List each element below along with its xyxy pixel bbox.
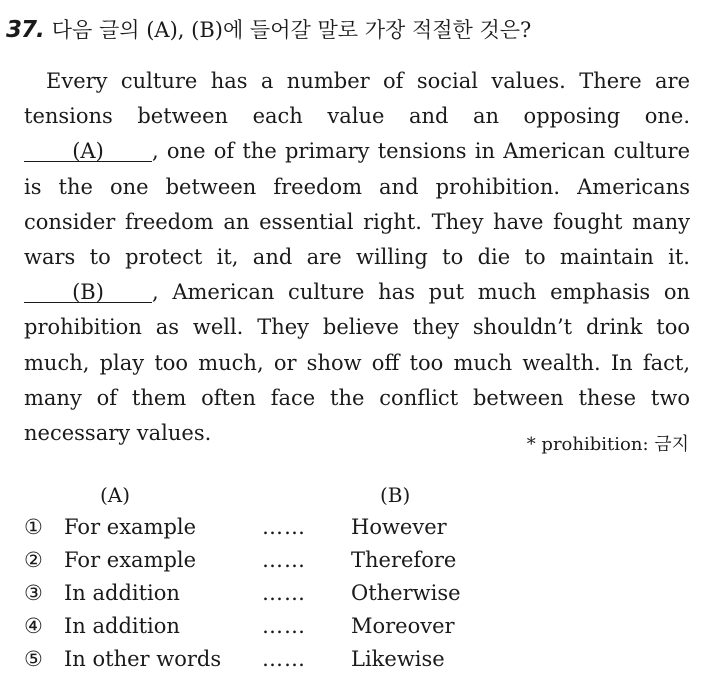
option-separator: …… <box>262 515 306 539</box>
passage-segment-3: , American culture has put much emphasis on prohibition as well. They believe they shouldn’t drink too much, play too much, or show off too much wealth. In fact, many of them often face the conflict between these two necessary values. <box>24 280 690 446</box>
option-mark: ① <box>24 515 43 539</box>
option-separator: …… <box>262 647 306 671</box>
question-heading <box>6 14 531 44</box>
question-text: 다음 글의 (A), (B)에 들어갈 말로 가장 적절한 것은? <box>51 18 532 42</box>
option-separator: …… <box>262 548 306 572</box>
option-separator: …… <box>262 614 306 638</box>
option-a-text: For example <box>64 548 197 572</box>
option-mark: ③ <box>24 581 43 605</box>
option-mark: ② <box>24 548 43 572</box>
option-b-text: Otherwise <box>351 581 461 605</box>
question-number: 37. <box>6 17 44 43</box>
options-header-b: (B) <box>380 483 411 507</box>
option-b-text: Moreover <box>351 614 455 638</box>
blank-b: (B) <box>24 282 152 303</box>
footnote: * prohibition: 금지 <box>526 434 689 455</box>
option-mark: ⑤ <box>24 647 43 671</box>
option-3[interactable] <box>0 581 711 614</box>
option-mark: ④ <box>24 614 43 638</box>
blank-a: (A) <box>24 141 152 162</box>
option-b-text: Therefore <box>351 548 457 572</box>
option-b-text: Likewise <box>351 647 445 671</box>
passage-segment-1: Every culture has a number of social values. There are tensions between each value and an opposing one. <box>24 69 690 129</box>
option-a-text: For example <box>64 515 197 539</box>
option-separator: …… <box>262 581 306 605</box>
option-5[interactable] <box>0 647 711 680</box>
passage <box>24 64 690 451</box>
option-a-text: In addition <box>64 614 180 638</box>
passage-segment-2: , one of the primary tensions in American culture is the one between freedom and prohibition. Americans consider freedom an essential right. They have fought many wars to protect it, and are willing to die to maintain it. <box>24 139 690 270</box>
option-a-text: In addition <box>64 581 180 605</box>
option-2[interactable] <box>0 548 711 581</box>
option-b-text: However <box>351 515 447 539</box>
option-a-text: In other words <box>64 647 222 671</box>
option-4[interactable] <box>0 614 711 647</box>
option-1[interactable] <box>0 515 711 548</box>
options-header-a: (A) <box>100 483 131 507</box>
